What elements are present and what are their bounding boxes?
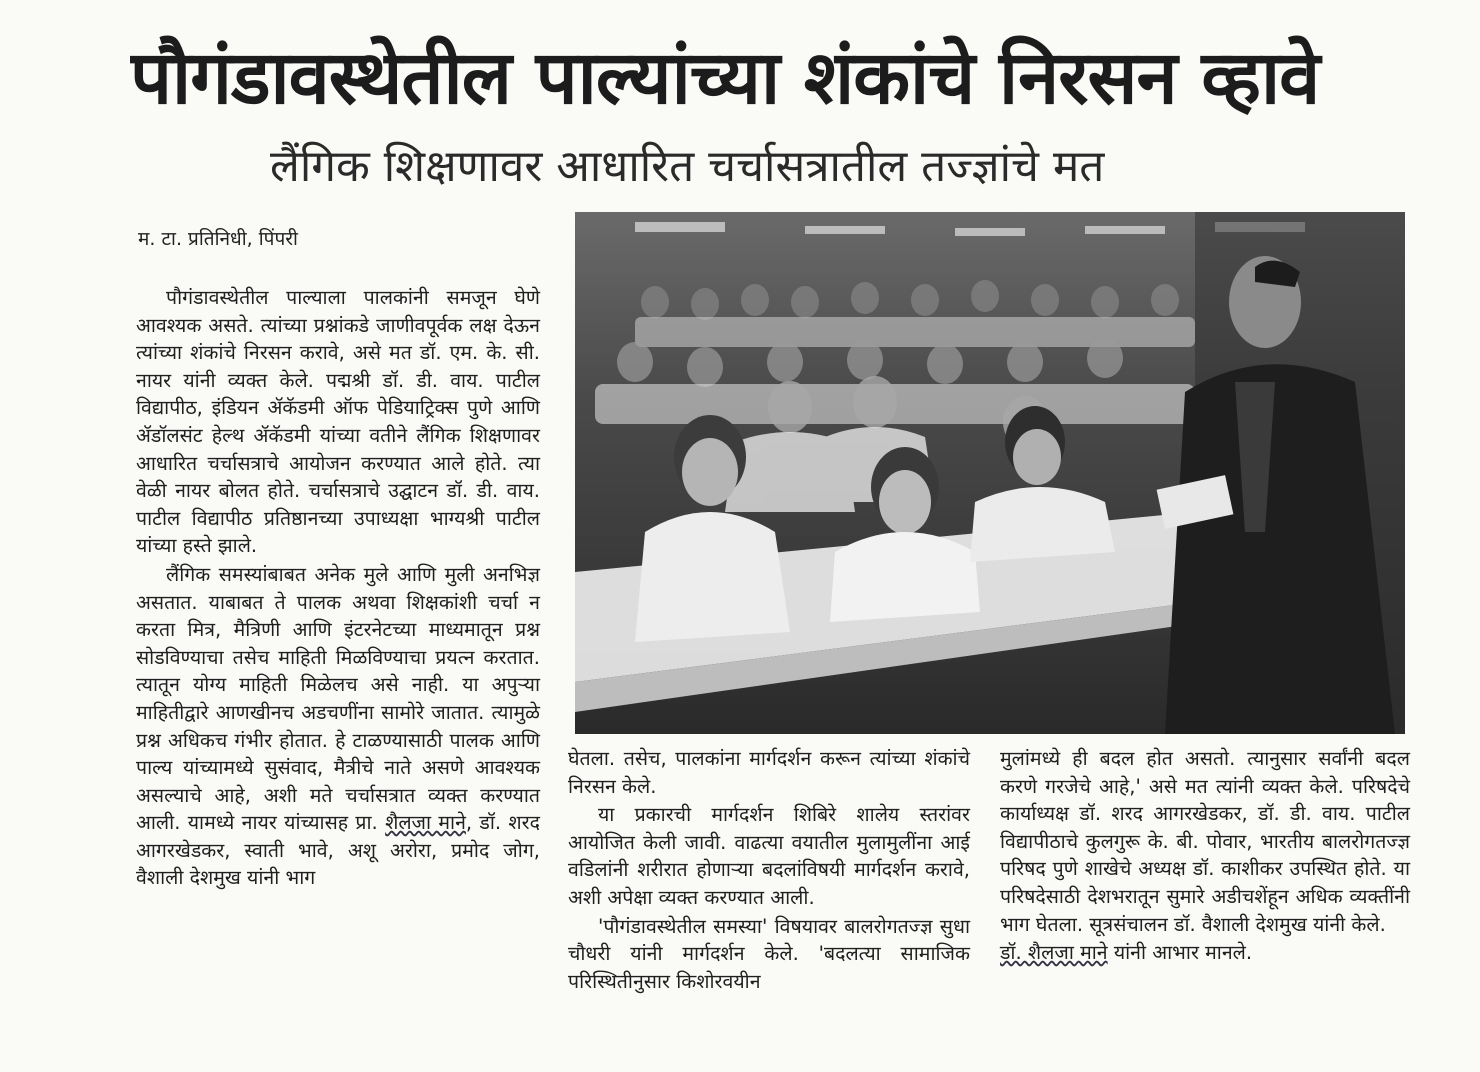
article-column-1 (136, 284, 540, 1044)
column2-paragraph-3: 'पौगंडावस्थेतील समस्या' विषयावर बालरोगतज्ज्ञ सुधा चौधरी यांनी मार्गदर्शन केले. 'बदलत्या सामाजिक परिस्थितीनुसार किशोरवयीन (568, 914, 970, 993)
column3-paragraph-1: मुलांमध्ये ही बदल होत असतो. त्यानुसार सर्वांनी बदल करणे गरजेचे आहे,' असे मत त्यांनी व्यक्त केले. परिषदेचे कार्याध्यक्ष डॉ. शरद आगरखेडकर, डॉ. डी. वाय. पाटील विद्यापीठाचे कुलगुरू के. बी. पोवार, भारतीय बालरोगतज्ज्ञ परिषद पुणे शाखेचे अध्यक्ष डॉ. काशीकर उपस्थित होते. या परिषदेसाठी देशभरातून सुमारे अडीचशेंहून अधिक व्यक्तींनी भाग घेतला. सूत्रसंचालन डॉ. वैशाली देशमुख यांनी केले. (1000, 747, 1410, 936)
byline: म. टा. प्रतिनिधी, पिंपरी (138, 228, 298, 250)
column1-paragraph-2-end: , डॉ. शरद आगरखेडकर, स्वाती भावे, अशू अरोरा, प्रमोद जोग, वैशाली देशमुख यांनी भाग (136, 811, 540, 890)
column3-paragraph-2 (1000, 939, 1410, 967)
column1-paragraph-1: पौगंडावस्थेतील पाल्याला पालकांनी समजून घेणे आवश्यक असते. त्यांच्या प्रश्नांकडे जाणीवपूर्वक लक्ष देऊन त्यांच्या शंकांचे निरसन करावे, असे मत डॉ. एम. के. सी. नायर यांनी व्यक्त केले. पद्मश्री डॉ. डी. वाय. पाटील विद्यापीठ, इंडियन ॲकॅडमी ऑफ पेडियाट्रिक्स पुणे आणि ॲडॉलसंट हेल्थ ॲकॅडमी यांच्या वतीने लैंगिक शिक्षणावर आधारित चर्चासत्राचे आयोजन करण्यात आले होते. त्या वेळी नायर बोलत होते. चर्चासत्राचे उद्घाटन डॉ. डी. वाय. पाटील विद्यापीठ प्रतिष्ठानच्या उपाध्यक्षा भाग्यश्री पाटील यांच्या हस्ते झाले. (136, 286, 540, 558)
article-column-3 (1000, 745, 1410, 1045)
photo-illustration (575, 212, 1405, 734)
column1-paragraph-2-text: लैंगिक समस्यांबाबत अनेक मुले आणि मुली अनभिज्ञ असतात. याबाबत ते पालक अथवा शिक्षकांशी चर्चा न करता मित्र, मैत्रिणी आणि इंटरनेटच्या माध्यमातून प्रश्न सोडविण्याचा तसेच माहिती मिळविण्याचा प्रयत्न करतात. त्यातून योग्य माहिती मिळेलच असे नाही. या अपुऱ्या माहितीद्वारे आणखीनच अडचणींना सामोरे जातात. त्यामुळे प्रश्न अधिकच गंभीर होतात. हे टाळण्यासाठी पालक आणि पाल्य यांच्यामध्ये सुसंवाद, मैत्रीचे नाते असणे आवश्यक असल्याचे आहे, अशी मते चर्चासत्रात व्यक्त करण्यात आली. यामध्ये नायर यांच्यासह प्रा. (136, 562, 540, 835)
column1-paragraph-2 (136, 561, 540, 892)
subheadline: लैंगिक शिक्षणावर आधारित चर्चासत्रातील तज्ज्ञांचे मत (270, 141, 1105, 192)
column2-paragraph-1: घेतला. तसेच, पालकांना मार्गदर्शन करून त्यांच्या शंकांचे निरसन केले. (568, 747, 970, 798)
event-photo (575, 212, 1405, 734)
underlined-name-shailaja-mane: शैलजा माने (385, 811, 466, 835)
column2-paragraph-2: या प्रकारची मार्गदर्शन शिबिरे शालेय स्तरांवर आयोजित केली जावी. वाढत्या वयातील मुलामुलींना आई वडिलांनी शरीरात होणाऱ्या बदलांविषयी मार्गदर्शन करावे, अशी अपेक्षा व्यक्त करण्यात आली. (568, 803, 970, 909)
underlined-name-dr-shailaja-mane: डॉ. शैलजा माने (1000, 941, 1108, 965)
headline: पौगंडावस्थेतील पाल्यांच्या शंकांचे निरसन व्हावे (130, 35, 1320, 121)
article-column-2 (568, 745, 970, 1045)
column3-paragraph-2-end: यांनी आभार मानले. (1107, 941, 1253, 965)
